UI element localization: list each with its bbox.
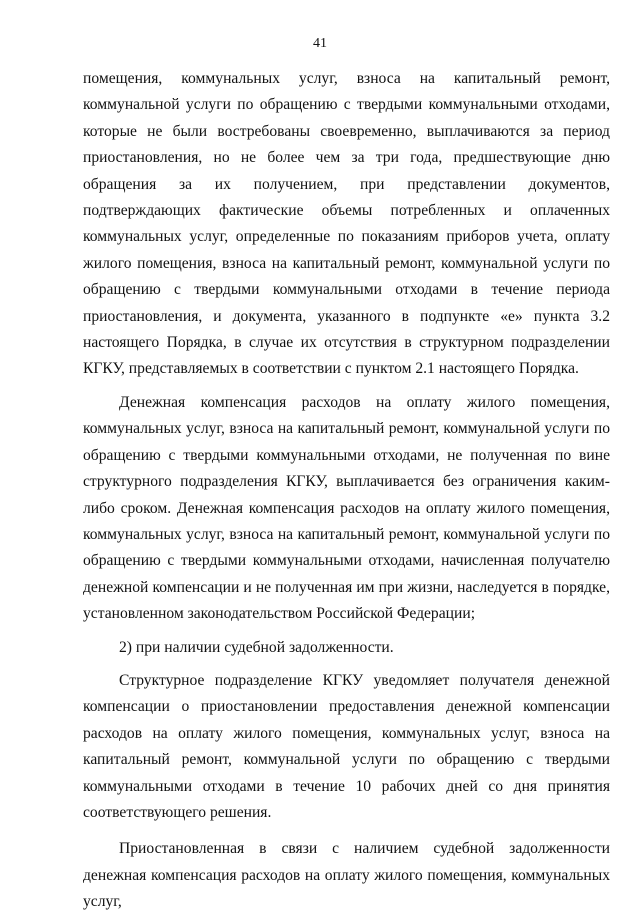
document-body — [83, 66, 610, 916]
paragraph-compensation-no-time-limit: Денежная компенсация расходов на оплату жилого помещения, коммунальных услуг, взноса на капитальный ремонт, коммунальной услуги по обращению с твердыми коммунальными отходами, не полученная по вине структурного подразделения КГКУ, выплачивается без ограничения каким-либо сроком. Денежная компенсация расходов на оплату жилого помещения, коммунальных услуг, взноса на капитальный ремонт, коммунальной услуги по обращению с твердыми коммунальными отходами, начисленная получателю денежной компенсации и не полученная им при жизни, наследуется в порядке, установленном законодательством Российской Федерации; — [83, 393, 610, 623]
paragraph-notification: Структурное подразделение КГКУ уведомляет получателя денежной компенсации о приостановлении предоставления денежной компенсации расходов на оплату жилого помещения, коммунальных услуг, взноса на капитальный ремонт, коммунальной услуги по обращению с твердыми коммунальными отходами в течение 10 рабочих дней со дня принятия соответствующего решения. — [83, 671, 610, 821]
page-number: 41 — [313, 36, 327, 51]
paragraph-continuation: помещения, коммунальных услуг, взноса на капитальный ремонт, коммунальной услуги по обращению с твердыми коммунальными отходами, которые не были востребованы своевременно, выплачиваются за период приостановления, но не более чем за три года, предшествующие дню обращения за их получением, при представлении документов, подтверждающих фактические объемы потребленных и оплаченных коммунальных услуг, определенные по показаниям приборов учета, оплату жилого помещения, взноса на капитальный ремонт, коммунальной услуги по обращению с твердыми коммунальными отходами в течение периода приостановления, и документа, указанного в подпункте «е» пункта 3.2 настоящего Порядка, в случае их отсутствия в структурном подразделении КГКУ, представляемых в соответствии с пунктом 2.1 настоящего Порядка. — [83, 70, 610, 378]
paragraph-item-2-court-debt: 2) при наличии судебной задолженности. — [119, 638, 394, 656]
paragraph-suspended-compensation: Приостановленная в связи с наличием судебной задолженности денежная компенсация расходов на оплату жилого помещения, коммунальных услуг, — [83, 840, 610, 911]
